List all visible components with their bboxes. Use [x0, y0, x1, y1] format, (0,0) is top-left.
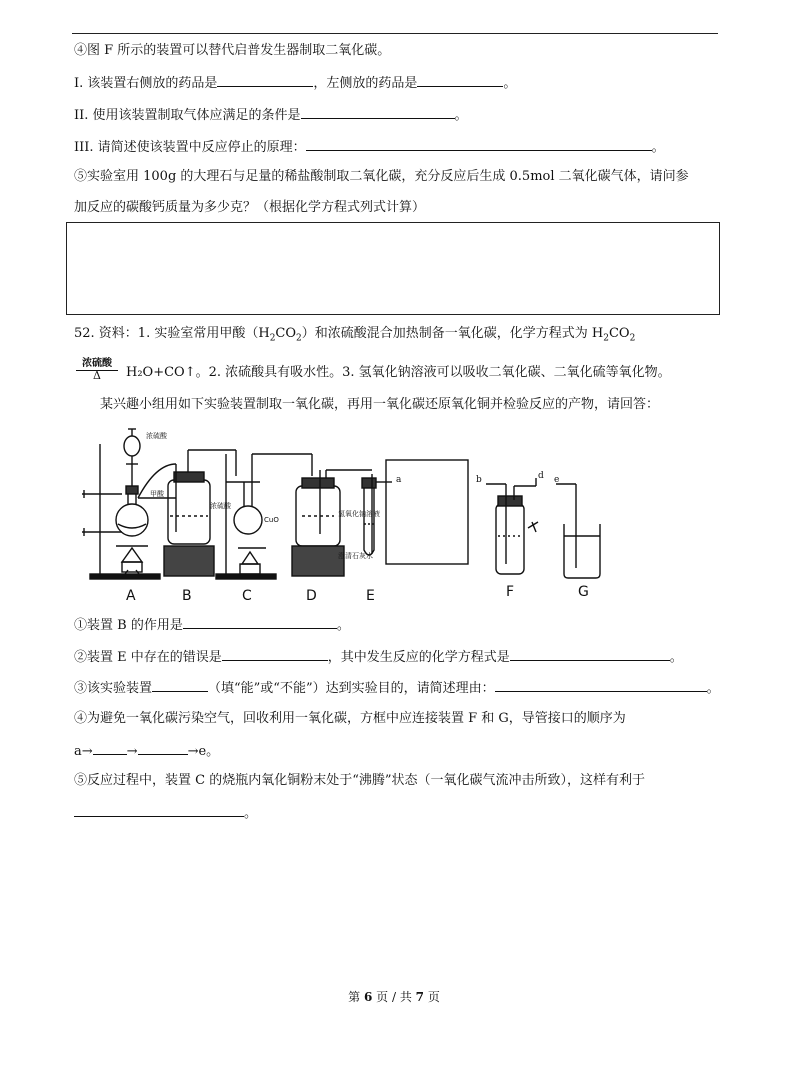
apparatus-diagram: [76, 424, 616, 606]
page-footer: 第 6 页 / 共 7 页: [348, 990, 440, 1004]
label-shihuishui: 澄清石灰水: [338, 552, 373, 560]
question-4: ④为避免一氧化碳污染空气，回收利用一氧化碳，方框中应连接装置 F 和 G，导管接口的顺序为: [74, 711, 626, 726]
q4-part-iii: III. 请简述使该装置中反应停止的原理： 。: [74, 140, 665, 155]
answer-blank[interactable]: [93, 742, 127, 755]
q5-line2: 加反应的碳酸钙质量为多少克？（根据化学方程式列式计算）: [74, 200, 426, 215]
q52-intro: 52. 资料：1. 实验室常用甲酸$(H_2CO_2)$和浓硫酸混合加热制备一氧化碳，化学方程式为 $H_2CO_2$: [74, 326, 636, 344]
question-5-answer: 。: [74, 804, 257, 823]
question-5: ⑤反应过程中，装置 C 的烧瓶内氧化铜粉末处于“沸腾”状态（一氧化碳气流冲击所致），这样有利于: [74, 773, 646, 788]
apparatus-d: [292, 470, 372, 576]
answer-box[interactable]: [66, 222, 720, 315]
letter-e: E: [366, 588, 375, 604]
letter-g: G: [578, 584, 589, 600]
answer-blank[interactable]: [152, 679, 208, 692]
reaction-condition: 浓硫酸 Δ: [74, 358, 120, 382]
q52-task: 某兴趣小组用如下实验装置制取一氧化碳，再用一氧化碳还原氧化铜并检验反应的产物，请回答：: [100, 397, 660, 412]
port-d: d: [538, 471, 544, 481]
answer-blank[interactable]: [495, 679, 707, 692]
question-2: ②装置 E 中存在的错误是 ，其中发生反应的化学方程式是 。: [74, 650, 683, 665]
label-cuo: CuO: [264, 516, 279, 524]
question-3: ③该实验装置 （填“能”或“不能”）达到实验目的，请简述理由： 。: [74, 681, 720, 696]
label-nongliusuan: 浓硫酸: [146, 432, 167, 440]
port-e: e: [554, 475, 560, 485]
answer-blank[interactable]: [138, 742, 188, 755]
q4-title: ④图 F 所示的装置可以替代启普发生器制取二氧化碳。: [74, 43, 391, 58]
question-1: ①装置 B 的作用是 。: [74, 618, 350, 633]
port-b: b: [476, 475, 482, 485]
q52-equation: 浓硫酸 Δ H₂O+CO↑。2. 浓硫酸具有吸水性。3. 氢氧化钠溶液可以吸收二氧化碳、二氧化硫等氧化物。: [74, 358, 671, 382]
port-a: a: [396, 475, 402, 485]
header-rule: [72, 33, 718, 34]
q4-part-ii: II. 使用该装置制取气体应满足的条件是 。: [74, 108, 468, 123]
letter-b: B: [182, 588, 192, 604]
label-jiasuan: 甲酸: [150, 490, 164, 498]
label-naoh: 氢氧化钠溶液: [338, 510, 380, 518]
label-nongliusuan-b: 浓硫酸: [210, 502, 231, 510]
q4-part-i: I. 该装置右侧放的药品是 ，左侧放的药品是 。: [74, 76, 517, 91]
answer-blank[interactable]: [510, 648, 670, 661]
answer-blank[interactable]: [183, 616, 337, 629]
letter-f: F: [506, 584, 515, 600]
letter-c: C: [242, 588, 252, 604]
answer-blank[interactable]: [306, 138, 652, 151]
answer-blank[interactable]: [222, 648, 328, 661]
answer-blank[interactable]: [301, 106, 455, 119]
apparatus-b: [138, 450, 236, 576]
letter-d: D: [306, 588, 317, 604]
apparatus-a: [82, 429, 176, 579]
question-4-sequence: a→ → →e。: [74, 744, 220, 759]
answer-blank[interactable]: [417, 74, 503, 87]
q5-line1: ⑤实验室用 100g 的大理石与足量的稀盐酸制取二氧化碳，充分反应后生成 0.5mol 二氧化碳气体，请问参: [74, 169, 689, 184]
apparatus-letters: [126, 584, 589, 604]
answer-blank[interactable]: [217, 74, 313, 87]
answer-blank[interactable]: [74, 804, 244, 817]
letter-a: A: [126, 588, 136, 604]
apparatus-g: [556, 484, 600, 578]
apparatus-f: [486, 478, 538, 574]
